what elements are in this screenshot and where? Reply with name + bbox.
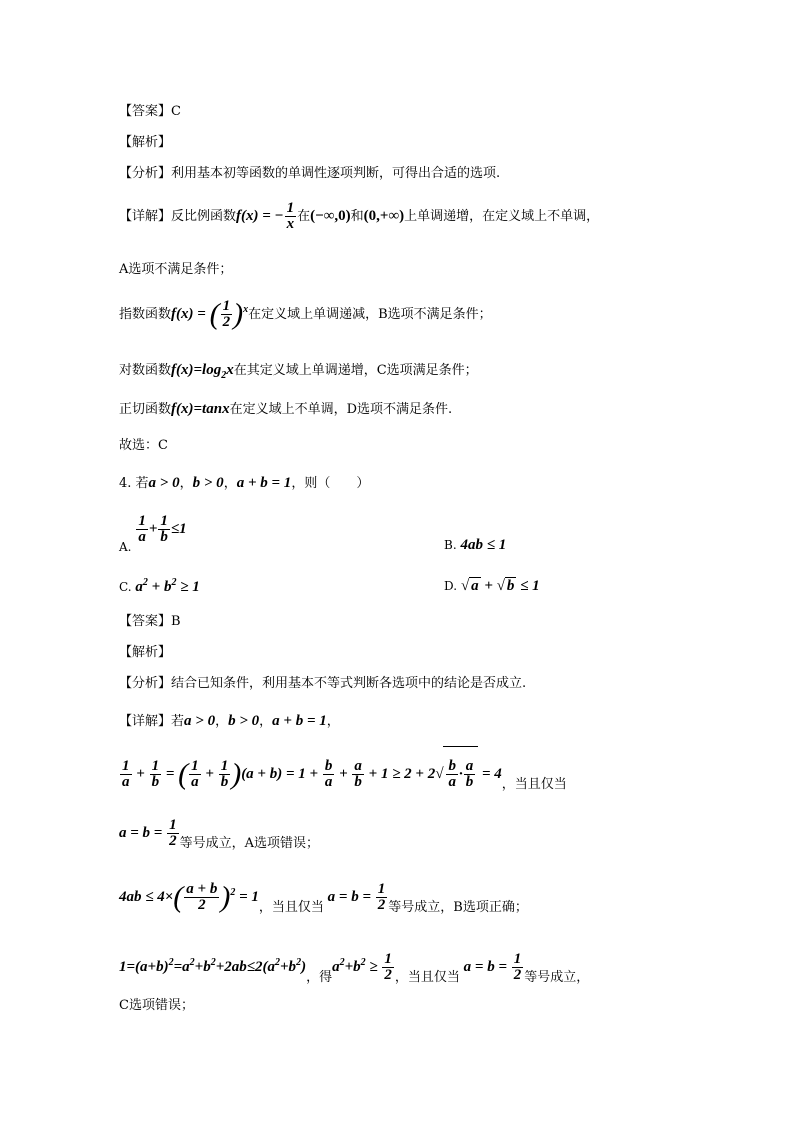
option-b bbox=[444, 537, 506, 554]
ineq-c-result: $a^2+b^2$ ≥ $\frac{1}{2}$ bbox=[332, 951, 392, 984]
q4-conditions: a > 0 bbox=[148, 475, 180, 491]
exp-line bbox=[119, 290, 492, 335]
option-d-formula: √ a + √ b ≤ 1 bbox=[460, 578, 540, 594]
option-a-formula: $\frac{1}{a}$ + $\frac{1}{b}$ ≤1 bbox=[138, 513, 187, 545]
eq-b-cond: a = b = $\frac{1}{2}$ bbox=[323, 881, 386, 914]
x2-cond-a: a > 0 bbox=[184, 713, 216, 729]
option-d-label: D. bbox=[444, 579, 458, 593]
tan-prefix: 正切函数 bbox=[119, 402, 172, 417]
formula-reciprocal: f(x) = − $\frac{1}{x}$ bbox=[236, 200, 295, 233]
eq-line-a bbox=[119, 813, 319, 864]
q4-cond-b: b > 0 bbox=[192, 475, 224, 491]
analysis-label-1: 【解析】 bbox=[119, 135, 172, 150]
analysis-label-2: 【解析】 bbox=[119, 645, 172, 660]
formula-log: $f(x)=\log_2x$ bbox=[171, 362, 234, 381]
q4-prefix: 4. 若 bbox=[119, 476, 149, 491]
question-4-stem: 4. 若a > 0，b > 0，a + b = 1，则（ ） bbox=[119, 475, 370, 491]
option-a-label: A. bbox=[119, 539, 132, 554]
fenxi-line-2: 【分析】结合已知条件，利用基本不等式判断各选项中的结论是否成立. bbox=[119, 676, 527, 691]
option-c-label: C. bbox=[119, 580, 132, 594]
when-only-3: ，当且仅当 bbox=[394, 970, 460, 985]
log-prefix: 对数函数 bbox=[119, 363, 172, 378]
xiangjie-tail: 上单调递增，在定义域上不单调， bbox=[404, 209, 600, 224]
xiangjie-line-1 bbox=[119, 200, 599, 233]
fenxi-line-1: 【分析】利用基本初等函数的单调性逐项判断，可得出合适的选项. bbox=[119, 166, 501, 181]
tan-tail: 在定义域上不单调，D选项不满足条件. bbox=[229, 402, 453, 417]
a-option-line: A选项不满足条件； bbox=[119, 262, 233, 277]
xiangjie-line-2: 【详解】若a > 0，b > 0，a + b = 1， bbox=[119, 713, 340, 729]
when-only-1: ，当且仅当 bbox=[501, 777, 567, 792]
formula-tan: f(x)=tanx bbox=[171, 401, 230, 417]
answer-line-1: 【答案】C bbox=[119, 104, 181, 119]
choice-line-1: 故选：C bbox=[119, 438, 168, 453]
log-tail: 在其定义域上单调递增，C选项满足条件； bbox=[233, 363, 478, 378]
interval-neg: (−∞,0) bbox=[310, 208, 351, 224]
exp-prefix: 指数函数 bbox=[119, 307, 172, 322]
option-b-formula: 4ab ≤ 1 bbox=[460, 537, 507, 553]
eq-a-wrong: 等号成立，A选项错误； bbox=[179, 836, 319, 851]
xiangjie-mid2: 和 bbox=[350, 209, 364, 224]
option-d bbox=[444, 577, 540, 595]
ineq-line-b bbox=[119, 868, 528, 933]
exp-tail: 在定义域上单调递减，B选项不满足条件； bbox=[248, 307, 492, 322]
eq-c: 等号成立， bbox=[524, 970, 590, 985]
xiangjie2-prefix: 【详解】若 bbox=[119, 714, 185, 729]
option-c bbox=[119, 577, 200, 596]
answer-line-2: 【答案】B bbox=[119, 614, 181, 629]
formula-exp: f(x) = ( $\frac{1}{2}$ )$^x$ bbox=[171, 297, 249, 331]
ineq-b-formula: 4ab ≤ 4×( $\frac{a + b}{2}$ )$^2$ = 1 bbox=[119, 880, 259, 914]
q4-tail: ，则（ ） bbox=[291, 476, 370, 491]
option-c-formula: $a^2 + b^2 \ge 1$ bbox=[135, 577, 200, 595]
x2-cond-sum: a + b = 1 bbox=[272, 713, 327, 729]
ineq-line-a bbox=[119, 746, 567, 812]
tan-line bbox=[119, 399, 452, 420]
eq-c-cond: a = b = $\frac{1}{2}$ bbox=[459, 951, 522, 984]
ineq-c-formula: $1=(a+b)^2=a^2+b^2+2ab\le 2(a^2+b^2)$ bbox=[119, 957, 307, 975]
c-wrong-line: C选项错误； bbox=[119, 998, 194, 1013]
de-text: ，得 bbox=[306, 970, 333, 985]
when-only-2: ，当且仅当 bbox=[258, 900, 324, 915]
q4-cond-sum: a + b = 1 bbox=[236, 475, 292, 491]
interval-pos: (0,+∞) bbox=[363, 208, 405, 224]
ineq-line-c bbox=[119, 938, 589, 1003]
option-b-label: B. bbox=[444, 538, 457, 552]
eq-a-formula: a = b = $\frac{1}{2}$ bbox=[119, 817, 177, 850]
xiangjie-prefix: 【详解】反比例函数 bbox=[119, 209, 237, 224]
xiangjie-mid1: 在 bbox=[297, 209, 311, 224]
ineq-a-formula: $\frac{1}{a}$ + $\frac{1}{b}$ = ( $\frac{1}{a}$ + $\frac{1}{b}$ )(a + b) = 1 + $\frac{b}{a}$ + $\frac{a}{b}$ + 1 ≥ 2 + 2√ $\frac{b}{a}$ · $\frac{a}{b}$ = 4 bbox=[119, 766, 502, 782]
option-a bbox=[119, 514, 187, 555]
eq-b-right: 等号成立，B选项正确； bbox=[388, 900, 528, 915]
log-line bbox=[119, 360, 478, 386]
x2-cond-b: b > 0 bbox=[228, 713, 260, 729]
